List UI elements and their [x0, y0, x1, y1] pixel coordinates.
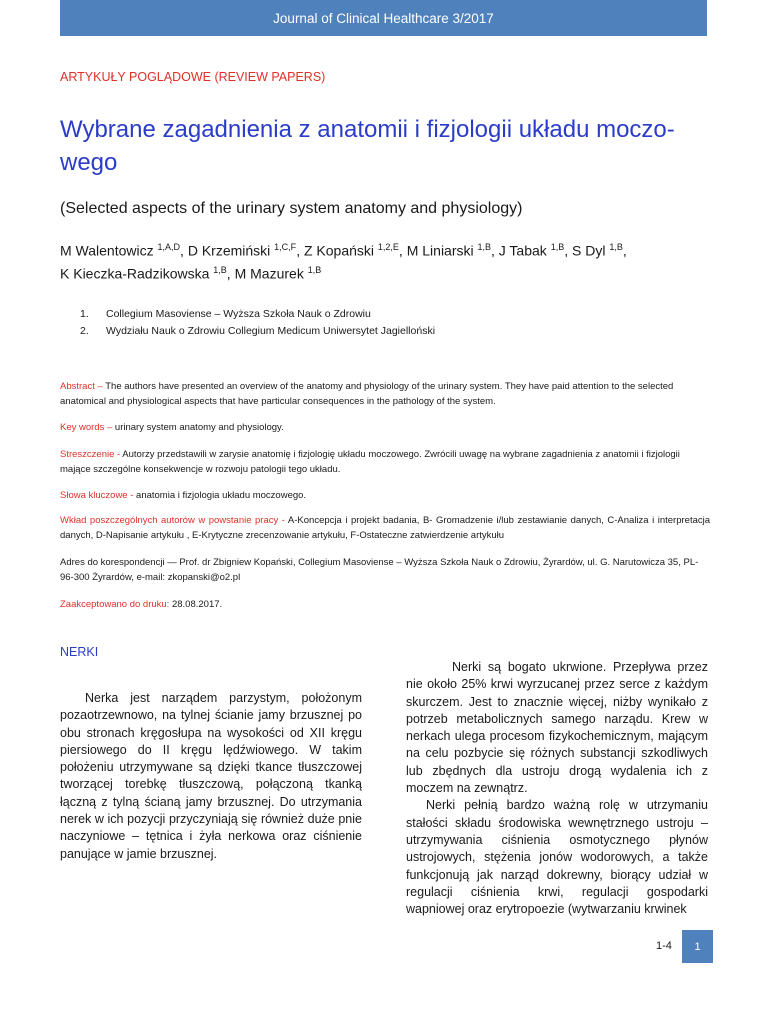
- page-number: 1: [694, 940, 701, 953]
- author: S Dyl: [571, 242, 606, 259]
- journal-title: Journal of Clinical Healthcare 3/2017: [273, 10, 494, 26]
- contributions-label: Wkład poszczególnych autorów w powstanie pracy -: [60, 515, 285, 526]
- author-affiliation-marks: 1,A,D: [157, 242, 181, 252]
- section-label: ARTYKUŁY POGLĄDOWE (REVIEW PAPERS): [60, 70, 326, 84]
- affiliation-text: Collegium Masoviense – Wyższa Szkoła Nauk o Zdrowiu: [106, 308, 371, 320]
- body-paragraph: Nerki pełnią bardzo ważną rolę w utrzymaniu stałości składu środowiska wewnętrznego ustroju – utrzymywania ciśnienia osmotycznego płynów ustrojowych, stężenia jonów wodorowych, a także funkcjonują jak narząd dokrewny, biorący udział w regulacji ciśnienia krwi, regulacji gospodarki wapniowej oraz erytropoezie (wytwarzaniu krwinek: [406, 798, 708, 917]
- body-paragraph-left: Nerka jest narządem parzystym, położonym pozaotrzewnowo, na tylnej ścianie jamy brzusznej po obu stronach kręgosłupa na wysokości od XII kręgu piersiowego do II kręgu lędźwiowego. W takim położeniu utrzymywane są dzięki tkance tłuszczowej tworzącej torebkę tłuszczową, połączoną tkanką łączną z tylną ścianą jamy brzusznej. Do utrzymania nerek w ich pozycji przyczyniają się również duże pnie naczyniowe – tętnica i żyła nerkowa oraz ciśnienie panujące w jamie brzusznej.: [60, 691, 362, 861]
- keywords-label: Key words –: [60, 422, 113, 433]
- affiliation-item: [80, 306, 435, 323]
- contributions-text: A-Koncepcja i projekt badania, B- Gromadzenie i/lub zestawianie danych, C-Analiza i interpretacja danych, D-Napisanie artykułu , E-Krytyczne zrecenzowanie artykułu, F-Ostateczne zatwierdzenie artykułu: [60, 515, 711, 541]
- author: K Kieczka-Radzikowska: [60, 265, 210, 282]
- accepted-label: Zaakceptowano do druku:: [60, 599, 170, 610]
- streszczenie-label: Streszczenie -: [60, 449, 121, 460]
- abstract: [60, 379, 710, 409]
- slowa-kluczowe: [60, 488, 710, 503]
- author-affiliation-marks: 1,C,F: [274, 242, 297, 252]
- slowa-kluczowe-label: Słowa kluczowe -: [60, 490, 134, 501]
- author-affiliation-marks: 1,2,E: [377, 242, 399, 252]
- body-column-right: [406, 659, 708, 918]
- author: M Mazurek: [234, 265, 304, 282]
- correspondence-text: Adres do korespondencji — Prof. dr Zbigniew Kopański, Collegium Masoviense – Wyższa Szkoła Nauk o Zdrowiu, Żyrardów, ul. G. Narutowicza 35, PL-96-300 Żyrardów, e-mail: zkopanski@o2.pl: [60, 557, 699, 583]
- affiliation-text: Wydziału Nauk o Zdrowiu Collegium Medicum Uniwersytet Jagielloński: [106, 325, 436, 337]
- abstract-text: The authors have presented an overview of the anatomy and physiology of the urinary system. They have paid attention to the selected anatomical and physiological aspects that have particular consequences in the pathology of the system.: [60, 381, 674, 407]
- correspondence-address: [60, 555, 710, 585]
- affiliation-item: [80, 323, 435, 340]
- slowa-kluczowe-text: anatomia i fizjologia układu moczowego.: [133, 490, 307, 501]
- author: M Liniarski: [406, 242, 474, 259]
- abstract-label: Abstract –: [60, 381, 103, 392]
- author-affiliation-marks: 1,B: [550, 242, 565, 252]
- affiliation-list: [80, 306, 435, 340]
- streszczenie-text: Autorzy przedstawili w zarysie anatomię i fizjologię układu moczowego. Zwrócili uwagę na wybrane zagadnienia z anatomii i fizjologii mające szczególne konsekwencje w rozwoju patologii tego układu.: [60, 449, 680, 475]
- author: Z Kopański: [303, 242, 375, 259]
- page-number-box: [682, 930, 713, 963]
- affiliation-number: 1.: [80, 308, 89, 320]
- author: J Tabak: [498, 242, 547, 259]
- accepted-date: [60, 597, 710, 612]
- streszczenie: [60, 447, 710, 477]
- page-range: 1-4: [656, 940, 672, 952]
- author-contributions: [60, 513, 710, 543]
- author: M Walentowicz: [60, 242, 154, 259]
- author-affiliation-marks: 1,B: [609, 242, 623, 252]
- affiliation-number: 2.: [80, 325, 89, 337]
- keywords: [60, 420, 710, 435]
- author-affiliation-marks: 1,B: [477, 242, 492, 252]
- section-heading-nerki: NERKI: [60, 645, 99, 659]
- author-affiliation-marks: 1,B: [307, 264, 322, 275]
- author-list: M Walentowicz $^{1,A,D}$, D Krzemiński $^{1,C,F}$, Z Kopański $^{1,2,E}$, M Liniarski $^{1,B}$, J Tabak $^{1,B}$, S Dyl $^{1,B}$, K Kieczka-Radzikowska $^{1,B}$, M Mazurek $^{1,B}$: [60, 242, 627, 282]
- accepted-value: 28.08.2017.: [169, 599, 223, 610]
- author-affiliation-marks: 1,B: [213, 264, 227, 275]
- article-subtitle: (Selected aspects of the urinary system anatomy and physiology): [60, 200, 523, 217]
- body-paragraph: Nerki są bogato ukrwione. Przepływa przez nie około 25% krwi wyrzucanej przez serce z każdym skurczem. Jest to znacznie więcej, niżby wynikało z potrzeb metabolicznych samego narządu. Krew w nerkach ulega procesom fizykochemicznym, mającym na celu pozbycie się różnych substancji szkodliwych lub zbędnych dla ustroju drogą wydalenia ich z moczem na zewnątrz.: [406, 660, 708, 796]
- author: D Krzemiński: [187, 242, 271, 259]
- journal-header-band: [60, 0, 707, 36]
- article-title: Wybrane zagadnienia z anatomii i fizjologii układu moczo-wego: [60, 116, 675, 176]
- keywords-text: urinary system anatomy and physiology.: [112, 422, 284, 433]
